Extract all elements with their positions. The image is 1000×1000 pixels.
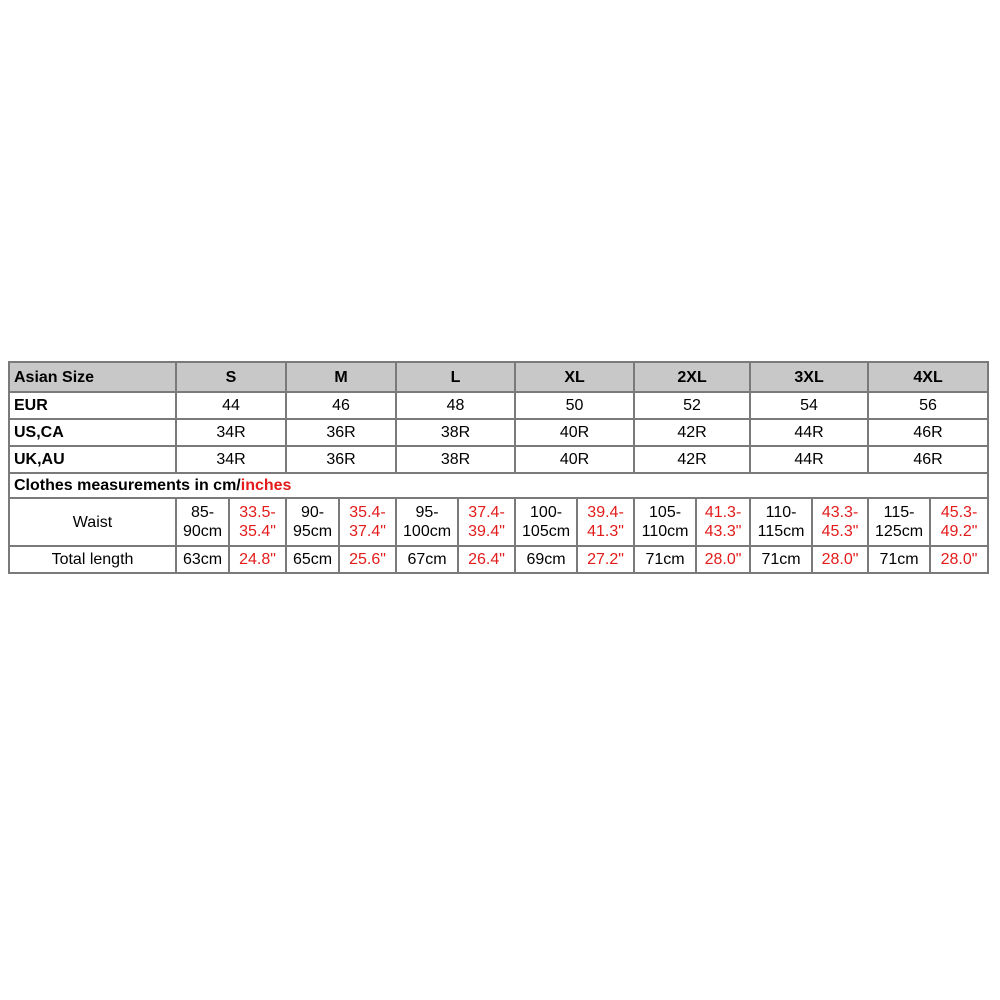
inch-cell: 39.4-41.3": [577, 498, 634, 546]
waist-row: [9, 498, 988, 546]
inch-cell: 28.0": [812, 546, 868, 573]
table-cell: 42R: [634, 446, 750, 473]
inch-cell: 25.6": [339, 546, 396, 573]
cm-cell: 69cm: [515, 546, 577, 573]
table-cell: 46: [286, 392, 396, 419]
section-prefix: Clothes measurements in cm/: [14, 477, 241, 494]
inch-cell: 28.0": [696, 546, 750, 573]
measurements-section-row: [9, 473, 988, 498]
table-cell: 46R: [868, 446, 988, 473]
header-row: [9, 362, 988, 392]
inch-cell: 24.8": [229, 546, 286, 573]
cm-cell: 110-115cm: [750, 498, 812, 546]
uk-au-row: [9, 446, 988, 473]
cm-cell: 67cm: [396, 546, 458, 573]
inch-cell: 28.0": [930, 546, 988, 573]
table-cell: 36R: [286, 419, 396, 446]
table-cell: 44R: [750, 446, 868, 473]
row-label: EUR: [9, 392, 176, 419]
size-chart-table: [8, 361, 989, 574]
inch-cell: 33.5-35.4": [229, 498, 286, 546]
table-cell: 54: [750, 392, 868, 419]
table-cell: 50: [515, 392, 634, 419]
total-length-row: [9, 546, 988, 573]
size-header-l: L: [396, 362, 515, 392]
table-cell: 48: [396, 392, 515, 419]
size-header-m: M: [286, 362, 396, 392]
size-header-2xl: 2XL: [634, 362, 750, 392]
inch-cell: 35.4-37.4": [339, 498, 396, 546]
table-cell: 44: [176, 392, 286, 419]
row-label: US,CA: [9, 419, 176, 446]
table-cell: 38R: [396, 419, 515, 446]
cm-cell: 71cm: [868, 546, 930, 573]
cm-cell: 65cm: [286, 546, 339, 573]
row-label: Total length: [9, 546, 176, 573]
size-header-4xl: 4XL: [868, 362, 988, 392]
table-cell: 38R: [396, 446, 515, 473]
inch-cell: 27.2": [577, 546, 634, 573]
table-cell: 34R: [176, 419, 286, 446]
cm-cell: 63cm: [176, 546, 229, 573]
cm-cell: 105-110cm: [634, 498, 696, 546]
inch-cell: 43.3-45.3": [812, 498, 868, 546]
cm-cell: 71cm: [634, 546, 696, 573]
cm-cell: 95-100cm: [396, 498, 458, 546]
table-cell: 40R: [515, 419, 634, 446]
table-cell: 34R: [176, 446, 286, 473]
us-ca-row: [9, 419, 988, 446]
table-cell: 42R: [634, 419, 750, 446]
table-cell: 56: [868, 392, 988, 419]
table-cell: 46R: [868, 419, 988, 446]
cm-cell: 90-95cm: [286, 498, 339, 546]
cm-cell: 85-90cm: [176, 498, 229, 546]
row-label: Waist: [9, 498, 176, 546]
size-header-xl: XL: [515, 362, 634, 392]
size-header-3xl: 3XL: [750, 362, 868, 392]
table-cell: 52: [634, 392, 750, 419]
cm-cell: 71cm: [750, 546, 812, 573]
table-cell: 40R: [515, 446, 634, 473]
inch-cell: 26.4": [458, 546, 515, 573]
inch-cell: 45.3-49.2": [930, 498, 988, 546]
header-label: Asian Size: [9, 362, 176, 392]
table-cell: 44R: [750, 419, 868, 446]
inch-cell: 41.3-43.3": [696, 498, 750, 546]
cm-cell: 100-105cm: [515, 498, 577, 546]
row-label: UK,AU: [9, 446, 176, 473]
measurements-section-heading: [9, 473, 988, 498]
eur-row: [9, 392, 988, 419]
size-header-s: S: [176, 362, 286, 392]
table-cell: 36R: [286, 446, 396, 473]
inch-cell: 37.4-39.4": [458, 498, 515, 546]
section-suffix-inches: inches: [240, 477, 292, 494]
cm-cell: 115-125cm: [868, 498, 930, 546]
